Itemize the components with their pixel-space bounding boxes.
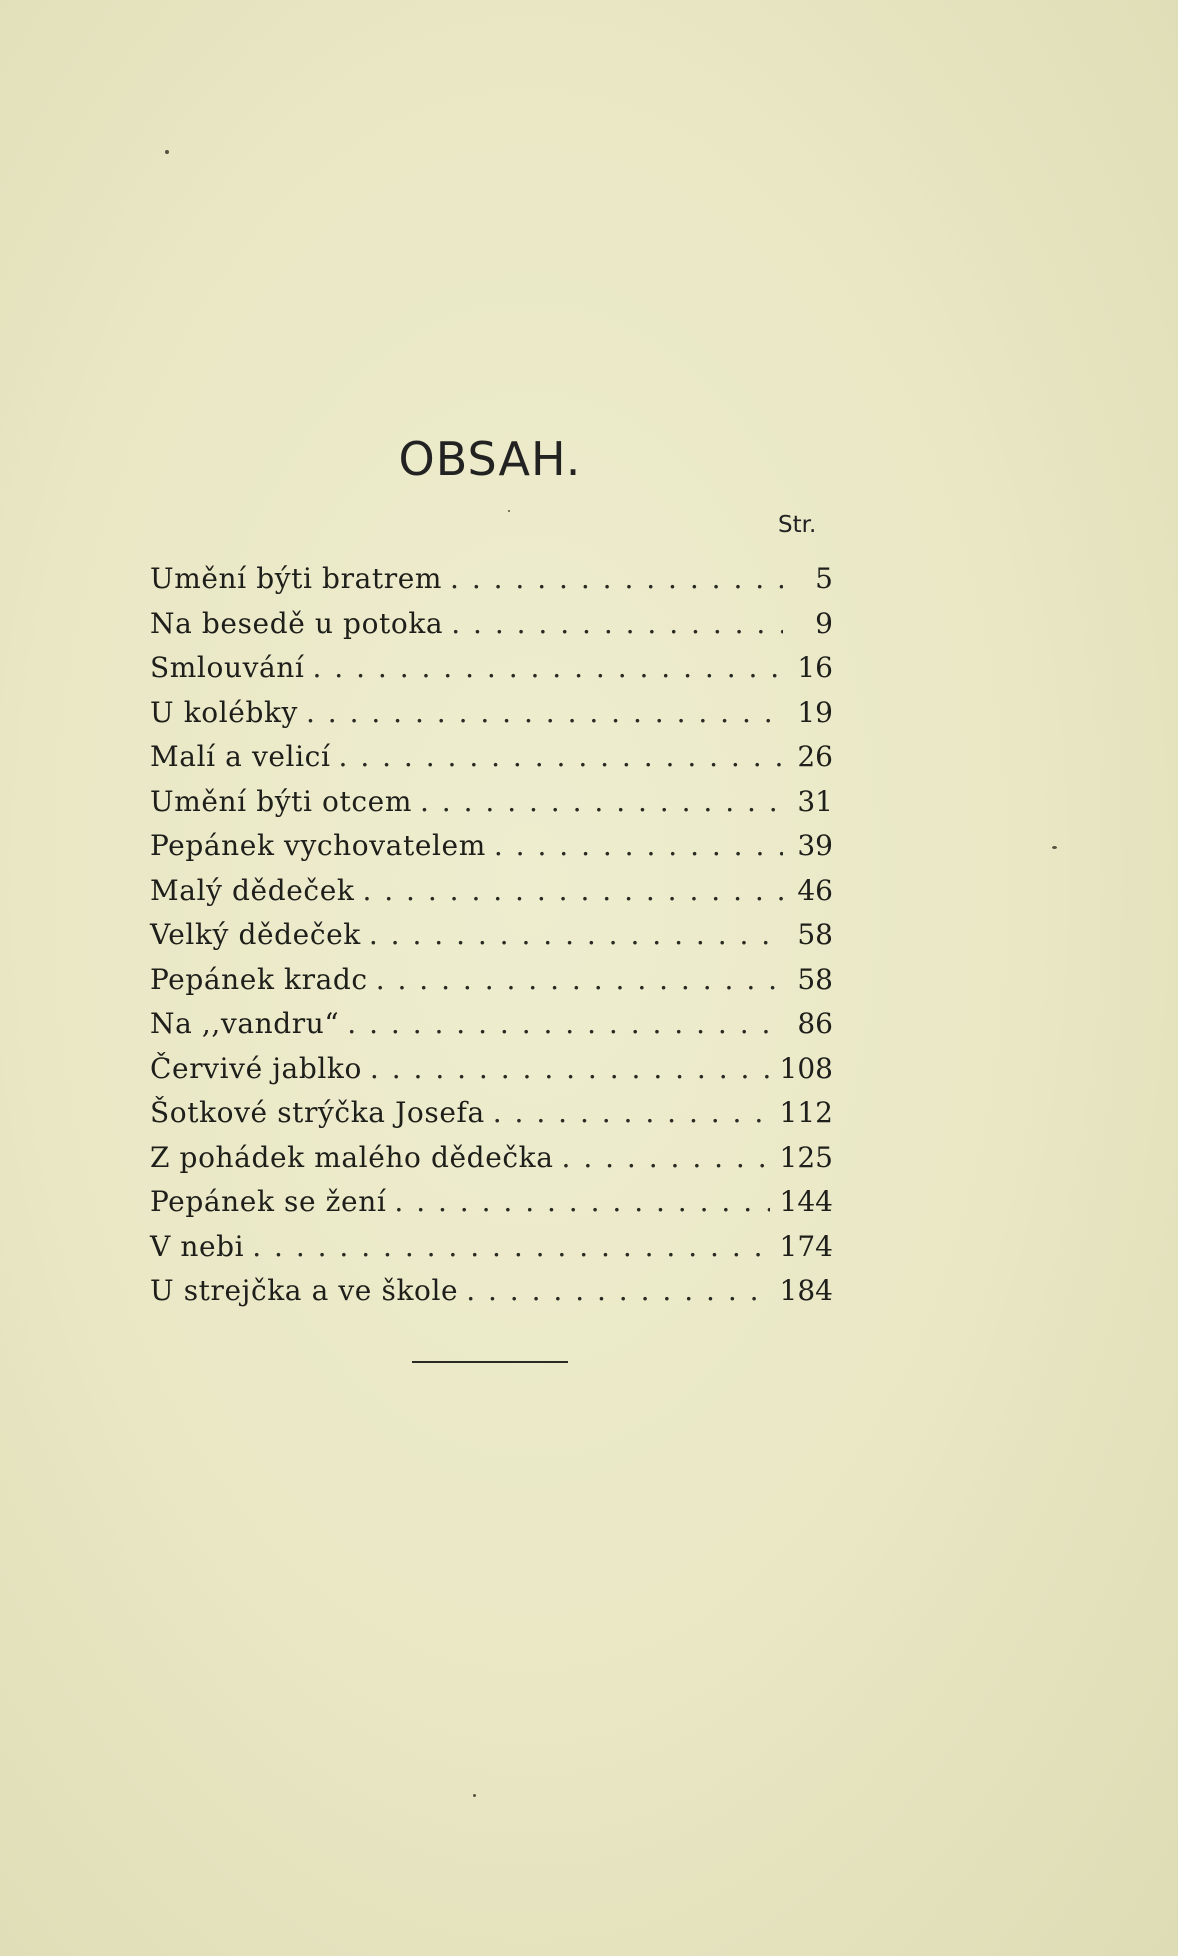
toc-entry-title: Pepánek vychovatelem [150,829,486,862]
toc-entry [150,557,833,602]
toc-entry-title: Smlouvání [150,651,305,684]
dot-leader [394,1180,769,1224]
dot-leader [369,913,783,957]
toc-entry-title: V nebi [150,1229,245,1263]
toc-entry [150,735,833,780]
dot-leader [494,824,783,868]
toc-entry [150,1269,833,1314]
dot-leader [362,869,783,913]
toc-entry-title: Na besedě u potoka [150,606,444,640]
dot-leader [339,735,783,779]
toc-entry-title: Velký dědeček [150,918,361,951]
toc-entry-title: Na ,,vandru“ [150,1007,340,1040]
table-of-contents [150,557,833,1314]
toc-entry [150,1136,833,1181]
toc-entry [150,1225,833,1270]
toc-entry-page: 112 [779,1096,833,1129]
toc-entry [150,1047,833,1092]
paper-speck [508,510,510,512]
toc-entry-page: 144 [779,1185,833,1218]
toc-entry-title: U strejčka a ve škole [150,1274,459,1307]
toc-entry [150,824,833,869]
paper-speck [473,1794,476,1797]
toc-entry-title: Malí a velicí [150,740,331,773]
dot-leader [466,1269,769,1313]
toc-entry-page: 26 [797,740,833,773]
toc-entry-page: 86 [797,1007,833,1040]
toc-entry-page: 108 [779,1051,833,1085]
dot-leader [312,646,783,690]
toc-entry-page: 58 [797,918,833,951]
dot-leader [562,1136,770,1180]
dot-leader [376,958,783,1002]
dot-leader [370,1047,770,1091]
toc-entry [150,780,833,825]
dot-leader [420,780,783,824]
toc-entry-title: Šotkové strýčka Josefa [150,1096,485,1129]
toc-entry [150,646,833,691]
toc-entry-title: Umění býti otcem [150,784,412,818]
toc-entry [150,1002,833,1047]
toc-entry-page: 174 [779,1229,833,1263]
toc-entry [150,1091,833,1136]
toc-entry-page: 19 [797,695,833,729]
toc-entry-title: Umění býti bratrem [150,562,443,595]
toc-entry [150,958,833,1003]
toc-entry-title: Malý dědeček [150,873,355,907]
toc-entry [150,602,833,647]
toc-entry-title: U kolébky [150,695,298,729]
toc-entry-title: Pepánek kradc [150,962,368,996]
paper-speck [165,150,169,154]
paper-speck [1052,846,1057,849]
dot-leader [347,1002,783,1046]
dot-leader [450,557,783,601]
toc-entry-page: 5 [815,562,833,595]
dot-leader [493,1091,770,1135]
toc-entry-title: Pepánek se žení [150,1185,387,1218]
toc-entry-page: 39 [797,829,833,862]
toc-entry [150,869,833,914]
page-title: OBSAH. [398,432,582,486]
dot-leader [252,1225,769,1269]
toc-entry-page: 125 [779,1140,833,1174]
toc-entry-title: Z pohádek malého dědečka [150,1140,554,1174]
toc-entry [150,691,833,736]
page-column-label: Str. [778,512,817,538]
toc-entry-title: Červivé jablko [150,1051,362,1085]
toc-entry [150,1180,833,1225]
toc-entry [150,913,833,958]
toc-entry-page: 9 [815,606,833,640]
closing-rule [412,1361,568,1363]
toc-entry-page: 16 [797,651,833,684]
toc-entry-page: 31 [797,784,833,818]
dot-leader [451,602,783,646]
toc-entry-page: 184 [779,1274,833,1307]
dot-leader [306,691,783,735]
toc-entry-page: 46 [797,873,833,907]
toc-entry-page: 58 [797,962,833,996]
